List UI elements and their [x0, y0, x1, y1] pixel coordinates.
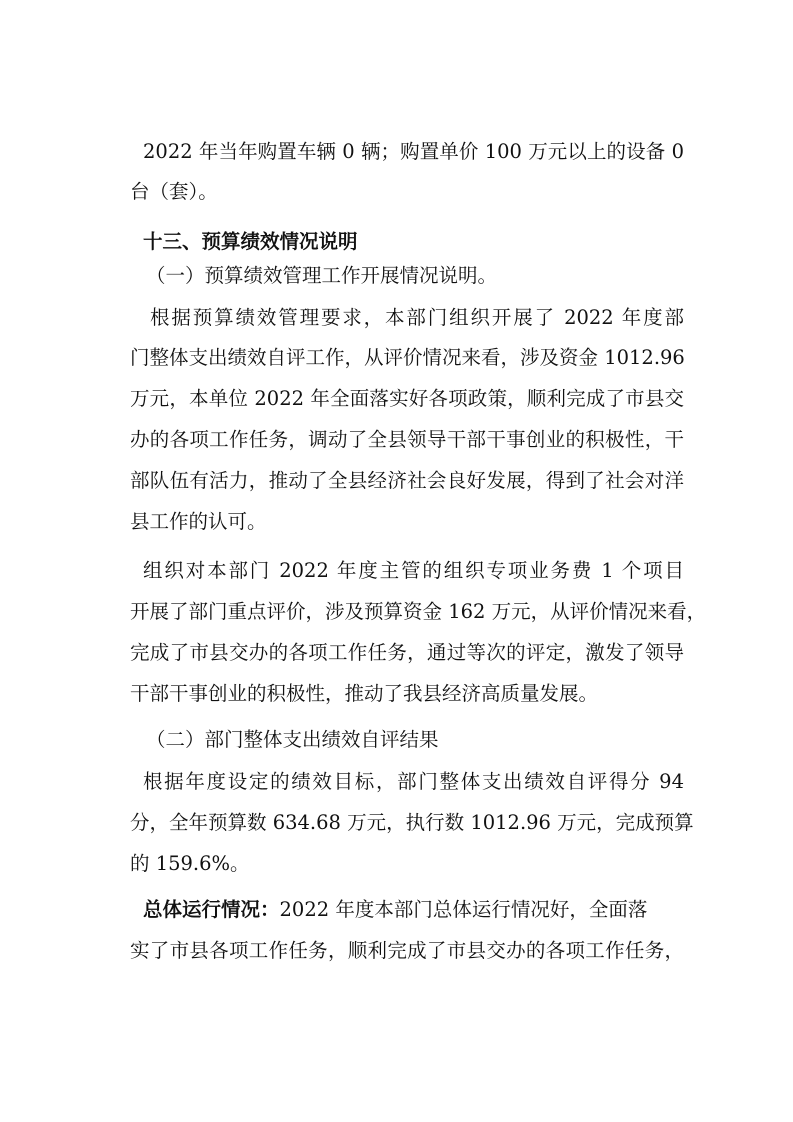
paragraph-line: 组织对本部门 2022 年度主管的组织专项业务费 1 个项目 — [143, 559, 684, 582]
paragraph-line: 县工作的认可。 — [130, 510, 267, 533]
overall-text: 2022 年度本部门总体运行情况好，全面落 — [279, 898, 648, 921]
paragraph-line: 门整体支出绩效自评工作，从评价情况来看，涉及资金 1012.96 — [130, 346, 685, 369]
paragraph-line: 根据预算绩效管理要求，本部门组织开展了 2022 年度部 — [150, 306, 684, 329]
paragraph-line: 办的各项工作任务，调动了全县领导干部干事创业的积极性，干 — [130, 428, 684, 451]
paragraph-line: 的 159.6%。 — [130, 852, 250, 875]
paragraph-line: 台（套）。 — [130, 180, 218, 203]
section-heading: 十三、预算绩效情况说明 — [143, 230, 358, 253]
paragraph-line — [143, 895, 647, 925]
paragraph-line: 开展了部门重点评价，涉及预算资金 162 万元，从评价情况来看， — [130, 600, 707, 623]
paragraph-line: 万元，本单位 2022 年全面落实好各项政策，顺利完成了市县交 — [130, 387, 684, 410]
paragraph-line: 分，全年预算数 634.68 万元，执行数 1012.96 万元，完成预算 — [130, 811, 694, 834]
paragraph-line: 干部干事创业的积极性，推动了我县经济高质量发展。 — [130, 682, 599, 705]
overall-label: 总体运行情况： — [143, 898, 280, 921]
paragraph-line: 完成了市县交办的各项工作任务，通过等次的评定，激发了领导 — [130, 641, 684, 664]
paragraph-line: 实了市县各项工作任务，顺利完成了市县交办的各项工作任务， — [130, 939, 684, 962]
subsection-heading: （一）预算绩效管理工作开展情况说明。 — [146, 264, 498, 287]
paragraph-line: 根据年度设定的绩效目标，部门整体支出绩效自评得分 94 — [143, 770, 684, 793]
paragraph-line: 2022 年当年购置车辆 0 辆；购置单价 100 万元以上的设备 0 — [143, 140, 684, 163]
subsection-heading: （二）部门整体支出绩效自评结果 — [146, 728, 439, 751]
paragraph-line: 部队伍有活力，推动了全县经济社会良好发展，得到了社会对洋 — [130, 469, 684, 492]
